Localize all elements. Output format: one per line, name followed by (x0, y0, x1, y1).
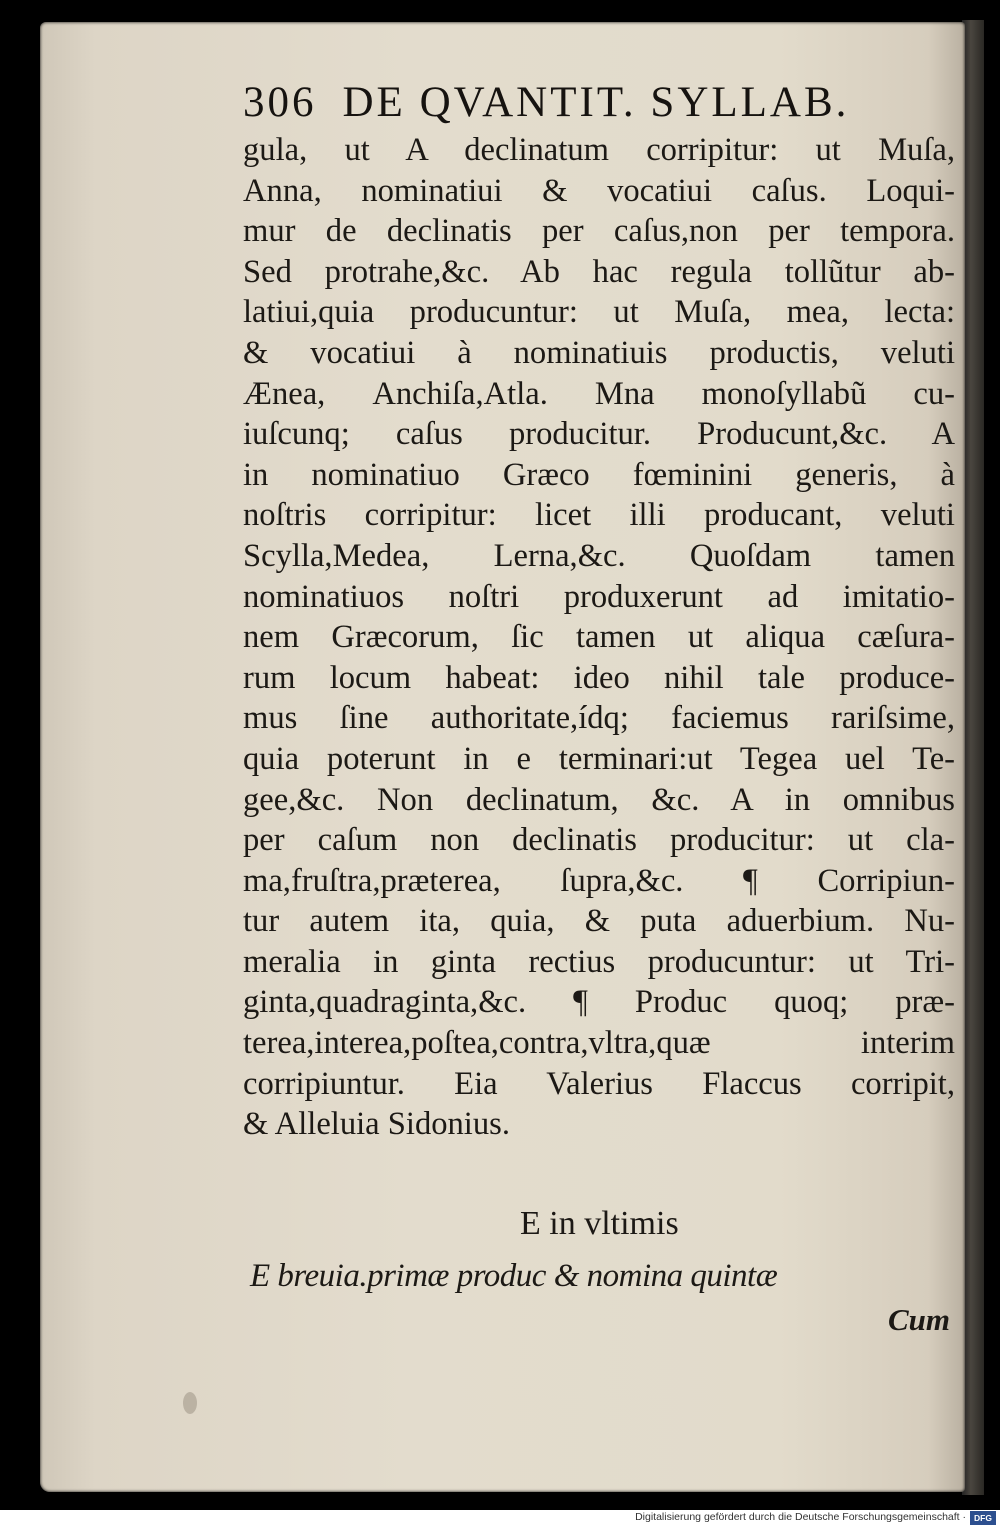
text-line: mur de declinatis per caſus,non per tempora. (243, 213, 955, 250)
paper-stain (183, 1392, 197, 1414)
dfg-logo-icon: DFG (970, 1511, 996, 1525)
text-line: Æneа, Anchiſa,Atla. Mna monoſyllabũ cu- (243, 375, 955, 412)
text-line: Sed protrahe,&c. Ab hac regula tollũtur ab- (243, 253, 955, 290)
text-line: mus ſine authoritate,ídq; faciemus rariſsime, (243, 700, 955, 737)
text-line: latiui,quia producuntur: ut Muſa, mea, lecta: (243, 294, 955, 331)
body-text (243, 130, 955, 1145)
text-line: tur autem ita, quia, & puta aduerbium. Nu- (243, 903, 955, 940)
text-line: gula, ut A declinatum corripitur: ut Muſa, (243, 132, 955, 168)
text-line: & Alleluia Sidonius. (243, 1106, 510, 1143)
text-line: meralia in ginta rectius producuntur: ut Tri- (243, 943, 955, 980)
text-line: iuſcunq; caſus producitur. Producunt,&c. A (243, 416, 955, 453)
text-line: noſtris corripitur: licet illi producant, veluti (243, 497, 955, 534)
book-fore-edge (962, 20, 984, 1495)
text-line: in nominatiuo Græco fœminini generis, à (243, 456, 955, 493)
text-line: ginta,quadraginta,&c. ¶ Produc quoq; præ- (243, 984, 955, 1021)
text-line: Scylla,Medea, Lerna,&c. Quoſdam tamen (243, 537, 955, 574)
text-line: quia poterunt in e terminari:ut Tegea uel Te- (243, 740, 955, 777)
catchword: Cum (888, 1302, 951, 1337)
section-heading: E in vltimis (520, 1205, 679, 1242)
text-line: & vocatiui à nominatiuis productis, veluti (243, 334, 955, 371)
running-head (243, 78, 933, 130)
text-line: Anna, nominatiui & vocatiui caſus. Loqui- (243, 172, 955, 209)
verse-line: E breuia.primæ produc & nomina quintæ (250, 1258, 778, 1294)
text-line: terea,interea,poſtea,contra,vltra,quæ interim (243, 1025, 955, 1062)
text-line: nominatiuos noſtri produxerunt ad imitatio- (243, 578, 955, 615)
text-line: nem Græcorum, ſic tamen ut aliqua cæſura- (243, 619, 955, 656)
text-line: corripiuntur. Eia Valerius Flaccus corripit, (243, 1065, 955, 1102)
page-number: 306 (243, 79, 317, 126)
text-line: gee,&c. Non declinatum, &c. A in omnibus (243, 781, 955, 818)
text-line: rum locum habeat: ideo nihil tale produce- (243, 659, 955, 696)
text-line: per caſum non declinatis producitur: ut cla- (243, 822, 955, 859)
text-line: ma,fruſtra,præterea, ſupra,&c. ¶ Corripiun- (243, 862, 955, 899)
digitization-credit: Digitalisierung gefördert durch die Deutsche Forschungsgemeinschaft · (635, 1511, 966, 1523)
running-title: DE QVANTIT. SYLLAB. (342, 79, 850, 126)
